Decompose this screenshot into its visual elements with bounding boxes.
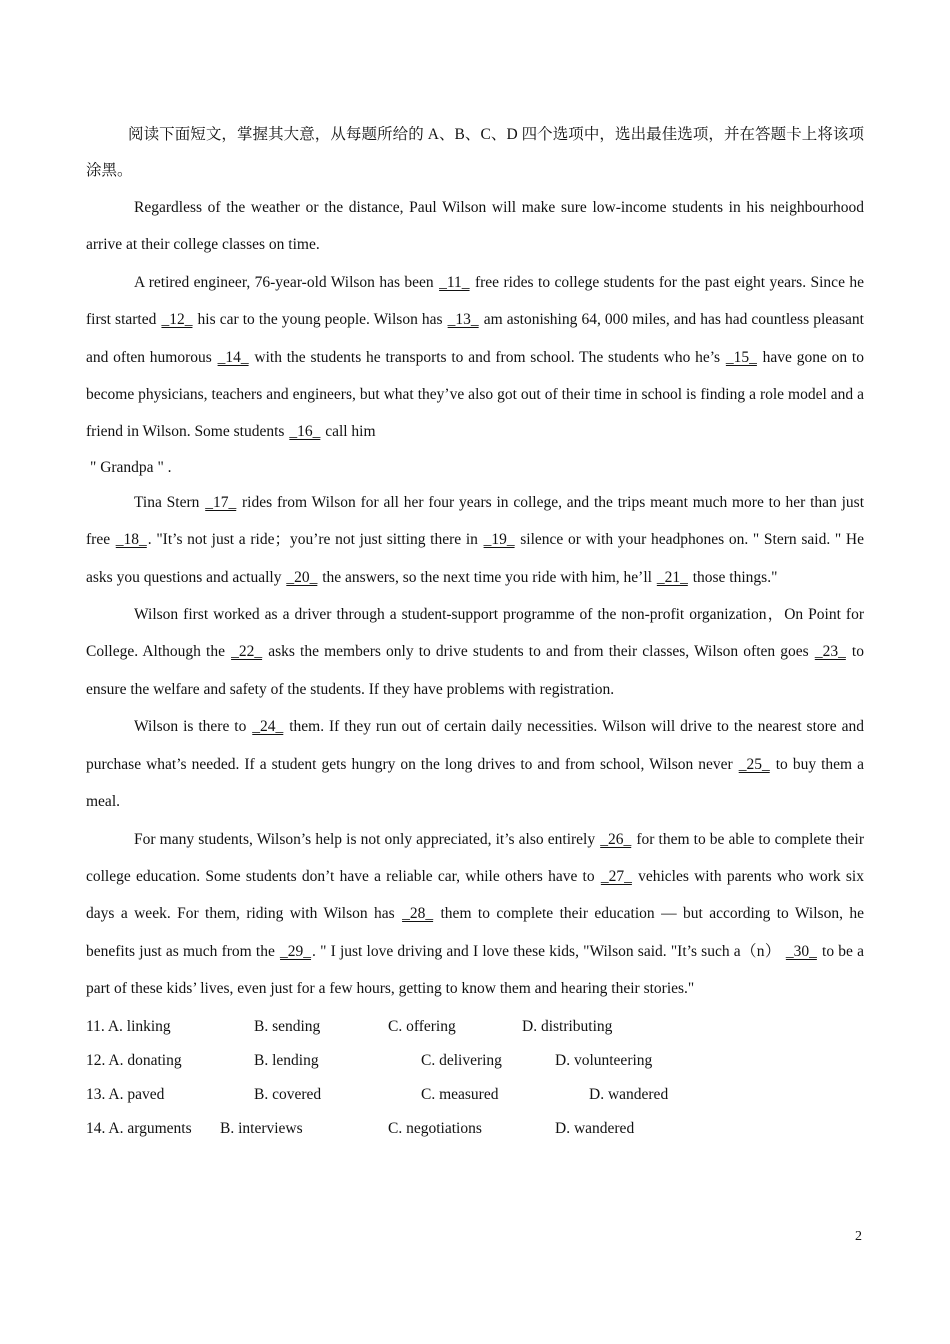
option-c: C. offering xyxy=(388,1017,456,1035)
option-d: D. distributing xyxy=(522,1017,613,1035)
text: call him xyxy=(321,423,376,441)
paragraph-2 xyxy=(86,264,864,451)
option-row-12 xyxy=(86,1044,864,1078)
option-b: B. lending xyxy=(254,1051,319,1069)
blank-16: _16_ xyxy=(289,423,321,441)
text: them to complete their education — but according to Wilson, he benefits just as much from the xyxy=(86,905,864,960)
text: . " I just love driving and I love these kids, "Wilson said. "It’s such a（n） xyxy=(312,942,785,960)
text: to buy them a meal. xyxy=(86,755,864,811)
text: rides from Wilson for all her four years in college, and the trips meant much more to her than just free xyxy=(86,493,865,549)
option-c: C. negotiations xyxy=(388,1119,482,1137)
blank-23: _23_ xyxy=(814,643,846,661)
option-c: C. delivering xyxy=(421,1051,502,1069)
paragraph-2-tail xyxy=(86,451,864,484)
text: Wilson is there to xyxy=(134,718,252,736)
text: Tina Stern xyxy=(134,493,205,511)
instructions: 阅读下面短文，掌握其大意，从每题所给的 A、B、C、D 四个选项中，选出最佳选项，并在答题卡上将该项涂黑。 xyxy=(86,126,864,179)
option-d: D. wandered xyxy=(589,1085,669,1103)
blank-17: _17_ xyxy=(205,493,237,511)
text: Wilson first worked as a driver through a student-support programme of the non-profit organization，On Point for College. Although the xyxy=(86,606,864,661)
option-b: B. interviews xyxy=(220,1119,303,1137)
text: to be a part of these kids’ lives, even just for a few hours, getting to know them and hearing their stories." xyxy=(86,942,864,998)
text: free rides to college students for the past eight years. Since he first started xyxy=(86,273,864,329)
text: them. If they run out of certain daily necessities. Wilson will drive to the nearest store and purchase what’s needed. If a student gets hungry on the long drives to and from school, Wilson never xyxy=(86,718,865,773)
text: with the students he transports to and from school. The students who he’s xyxy=(249,348,725,366)
option-a: 11. A. linking xyxy=(86,1017,171,1035)
option-a: 12. A. donating xyxy=(86,1051,182,1069)
text: vehicles with parents who work six days a week. For them, riding with Wilson has xyxy=(86,867,864,923)
blank-12: _12_ xyxy=(161,311,193,329)
text: A retired engineer, 76-year-old Wilson has been xyxy=(134,273,439,291)
blank-30: _30_ xyxy=(785,942,817,960)
option-row-14 xyxy=(86,1112,864,1146)
text: . "It’s not just a ride；you’re not just sitting there in xyxy=(147,531,483,549)
blank-21: _21_ xyxy=(656,568,688,586)
paragraph-3 xyxy=(86,484,864,596)
blank-15: _15_ xyxy=(725,348,757,366)
text: for them to be able to complete their college education. Some students don’t have a reliable car, while others have to xyxy=(86,830,864,885)
text: For many students, Wilson’s help is not only appreciated, it’s also entirely xyxy=(134,830,600,848)
option-b: B. sending xyxy=(254,1017,321,1035)
blank-24: _24_ xyxy=(252,718,284,736)
options-list xyxy=(86,1010,864,1146)
text: the answers, so the next time you ride with him, he’ll xyxy=(318,568,656,586)
paragraph-6 xyxy=(86,821,864,1008)
text: asks the members only to drive students to and from their classes, Wilson often goes xyxy=(263,643,814,661)
blank-18: _18_ xyxy=(115,531,147,549)
option-row-11 xyxy=(86,1010,864,1044)
blank-19: _19_ xyxy=(483,531,515,549)
text: those things." xyxy=(688,568,778,586)
blank-20: _20_ xyxy=(286,568,318,586)
page-content xyxy=(86,117,864,1146)
blank-25: _25_ xyxy=(738,755,770,773)
paragraph-4 xyxy=(86,596,864,708)
blank-26: _26_ xyxy=(600,830,632,848)
paragraph-5 xyxy=(86,708,864,820)
paragraph-1 xyxy=(86,189,864,264)
text: Regardless of the weather or the distance, Paul Wilson will make sure low-income students in his neighbourhood arrive at their college classes on time. xyxy=(86,199,864,254)
blank-14: _14_ xyxy=(217,348,249,366)
blank-28: _28_ xyxy=(402,905,434,923)
text: to ensure the welfare and safety of the students. If they have problems with registration. xyxy=(86,643,864,698)
text: am astonishing 64, 000 miles, and has had countless pleasant and often humorous xyxy=(86,311,864,366)
option-b: B. covered xyxy=(254,1085,322,1103)
text: his car to the young people. Wilson has xyxy=(193,311,447,329)
page-number: 2 xyxy=(855,1229,862,1244)
text: silence or with your headphones on. " Stern said. " He asks you questions and actually xyxy=(86,531,864,586)
blank-22: _22_ xyxy=(231,643,263,661)
option-d: D. wandered xyxy=(555,1119,635,1137)
option-row-13 xyxy=(86,1078,864,1112)
blank-11: _11_ xyxy=(439,273,470,291)
blank-27: _27_ xyxy=(600,867,632,885)
blank-13: _13_ xyxy=(447,311,479,329)
option-d: D. volunteering xyxy=(555,1051,653,1069)
option-a: 13. A. paved xyxy=(86,1085,165,1103)
option-a: 14. A. arguments xyxy=(86,1119,192,1137)
blank-29: _29_ xyxy=(280,942,312,960)
option-c: C. measured xyxy=(421,1085,499,1103)
text: " Grandpa " . xyxy=(90,458,172,476)
text: have gone on to become physicians, teachers and engineers, but what they’ve also got out of their time in school is finding a role model and a friend in Wilson. Some students xyxy=(86,348,864,441)
